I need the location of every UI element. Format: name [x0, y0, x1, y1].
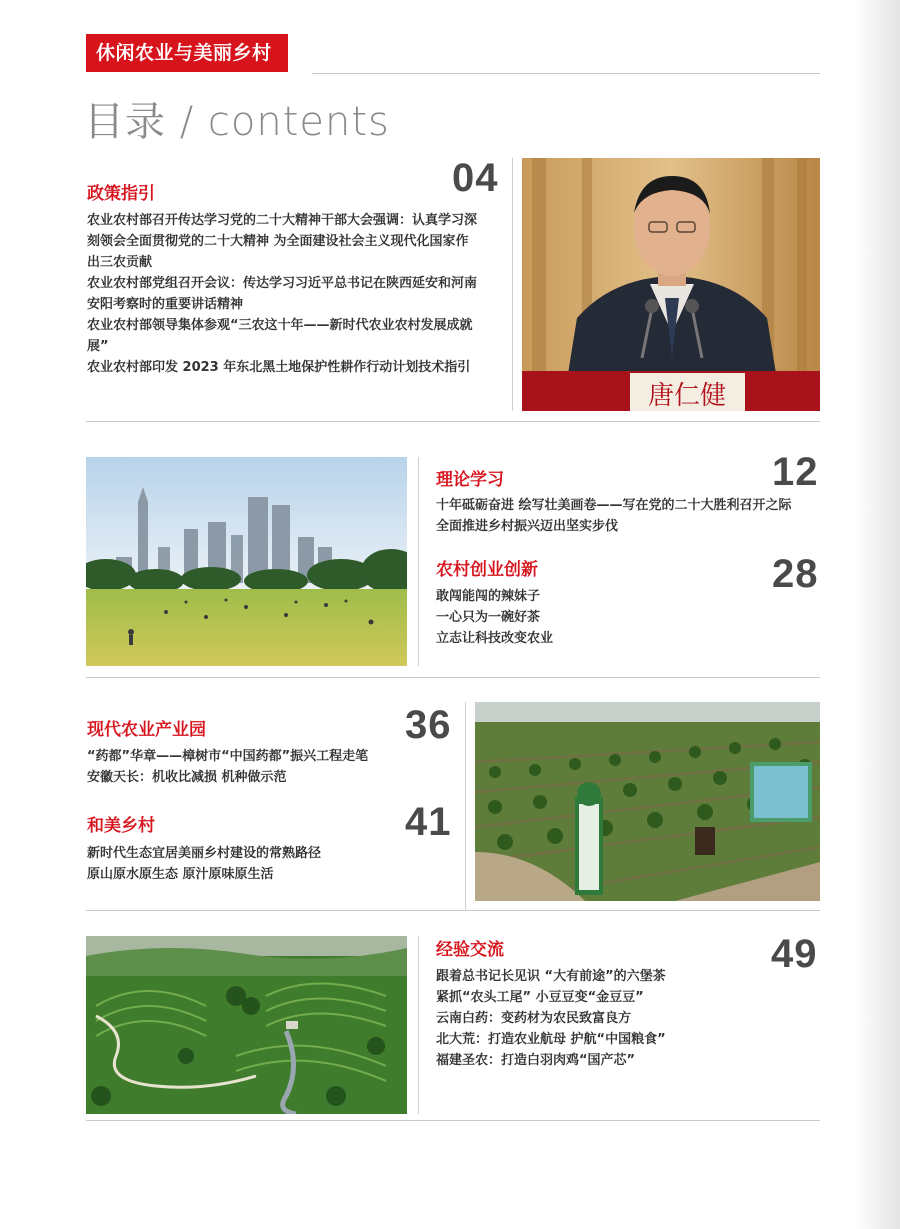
column-divider — [418, 457, 419, 666]
list-item[interactable]: 农业农村部党组召开会议：传达学习习近平总书记在陕西延安和河南 — [87, 276, 478, 291]
column-divider — [465, 702, 466, 910]
section-title-beautiful-village[interactable]: 和美乡村 — [87, 816, 155, 836]
section-title-innovation[interactable]: 农村创业创新 — [436, 560, 538, 580]
beautiful-village-article-list — [87, 843, 417, 885]
list-item[interactable]: 农业农村部领导集体参观“三农这十年——新时代农业农村发展成就 — [87, 318, 473, 333]
magazine-brand-tag: 休闲农业与美丽乡村 — [86, 34, 288, 72]
section-divider — [86, 910, 820, 911]
list-item[interactable]: 福建圣农：打造白羽肉鸡“国产芯” — [436, 1053, 636, 1068]
innovation-article-list — [436, 586, 766, 649]
orchard-photo — [475, 702, 820, 901]
section-title-industrial-park[interactable]: 现代农业产业园 — [87, 720, 206, 740]
list-item[interactable]: 安徽天长：机收比减损 机种做示范 — [87, 770, 287, 785]
city-park-photo — [86, 457, 407, 666]
list-item[interactable]: 新时代生态宜居美丽乡村建设的常熟路径 — [87, 846, 322, 861]
page-edge-shadow — [855, 0, 900, 1229]
section-title-experience[interactable]: 经验交流 — [436, 940, 504, 960]
page-number-innovation[interactable]: 28 — [772, 552, 819, 596]
section-title-theory[interactable]: 理论学习 — [436, 470, 504, 490]
list-item[interactable]: 刻领会全面贯彻党的二十大精神 为全面建设社会主义现代化国家作 — [87, 234, 469, 249]
list-item[interactable]: 十年砥砺奋进 绘写壮美画卷——写在党的二十大胜利召开之际 — [436, 498, 792, 513]
industrial-park-article-list — [87, 746, 457, 788]
list-item[interactable]: 云南白药：变药材为农民致富良方 — [436, 1011, 632, 1026]
page-number-industrial-park[interactable]: 36 — [405, 703, 452, 747]
nameplate-text: 唐仁健 — [647, 381, 727, 411]
page-number-beautiful-village[interactable]: 41 — [405, 800, 452, 844]
theory-article-list — [436, 495, 826, 537]
section-divider — [86, 421, 820, 422]
list-item[interactable]: 紧抓“农头工尾” 小豆豆变“金豆豆” — [436, 990, 644, 1005]
section-divider — [86, 677, 820, 678]
page-number-policy[interactable]: 04 — [452, 156, 499, 200]
list-item[interactable]: 出三农贡献 — [87, 255, 153, 270]
list-item[interactable]: 农业农村部印发 2023 年东北黑土地保护性耕作行动计划技术指引 — [87, 360, 471, 375]
list-item[interactable]: 安阳考察时的重要讲话精神 — [87, 297, 244, 312]
tea-hills-photo — [86, 936, 407, 1114]
speaker-photo — [522, 158, 820, 411]
section-title-policy[interactable]: 政策指引 — [87, 184, 155, 204]
experience-article-list — [436, 966, 766, 1071]
contents-title: 目录 / contents — [84, 99, 390, 145]
list-item[interactable]: 农业农村部召开传达学习党的二十大精神干部大会强调：认真学习深 — [87, 213, 478, 228]
list-item[interactable]: 北大荒：打造农业航母 护航“中国粮食” — [436, 1032, 666, 1047]
list-item[interactable]: 立志让科技改变农业 — [436, 631, 554, 646]
section-divider — [86, 1120, 820, 1121]
list-item[interactable]: 展” — [87, 339, 109, 354]
page-number-experience[interactable]: 49 — [771, 932, 818, 976]
list-item[interactable]: 原山原水原生态 原汁原味原生活 — [87, 867, 274, 882]
list-item[interactable]: 一心只为一碗好茶 — [436, 610, 541, 625]
list-item[interactable]: 敢闯能闯的辣妹子 — [436, 589, 541, 604]
page-number-theory[interactable]: 12 — [772, 450, 819, 494]
list-item[interactable]: 全面推进乡村振兴迈出坚实步伐 — [436, 519, 619, 534]
column-divider — [512, 158, 513, 411]
list-item[interactable]: 跟着总书记长见识 “大有前途”的六堡茶 — [436, 969, 666, 984]
column-divider — [418, 936, 419, 1114]
header-divider — [312, 73, 820, 74]
policy-article-list — [87, 210, 507, 378]
list-item[interactable]: “药都”华章——樟树市“中国药都”振兴工程走笔 — [87, 749, 369, 764]
